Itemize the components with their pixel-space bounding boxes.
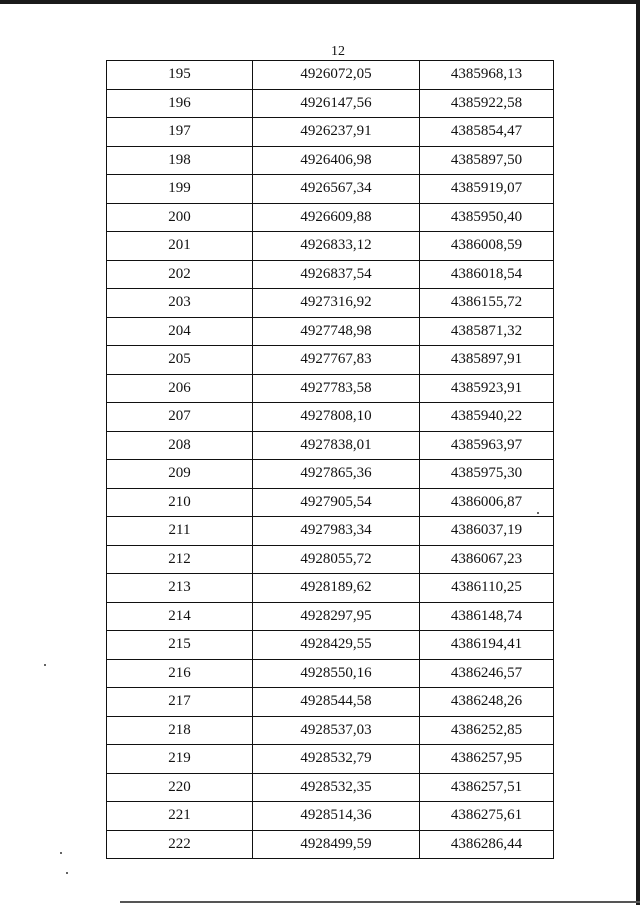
- scan-speck: [537, 512, 539, 514]
- point-number-cell: 213: [107, 574, 253, 603]
- table-row: [107, 260, 554, 289]
- table-row: [107, 545, 554, 574]
- coordinates-table-body: [107, 61, 554, 859]
- x-coordinate-cell: 4928514,36: [253, 802, 420, 831]
- x-coordinate-cell: 4927983,34: [253, 517, 420, 546]
- x-coordinate-cell: 4927838,01: [253, 431, 420, 460]
- table-row: [107, 146, 554, 175]
- y-coordinate-cell: 4385871,32: [420, 317, 554, 346]
- y-coordinate-cell: 4386006,87: [420, 488, 554, 517]
- table-row: [107, 431, 554, 460]
- x-coordinate-cell: 4926147,56: [253, 89, 420, 118]
- table-row: [107, 745, 554, 774]
- x-coordinate-cell: 4926833,12: [253, 232, 420, 261]
- point-number-cell: 216: [107, 659, 253, 688]
- table-row: [107, 203, 554, 232]
- page-number: 12: [331, 44, 345, 59]
- point-number-cell: 210: [107, 488, 253, 517]
- point-number-cell: 205: [107, 346, 253, 375]
- table-row: [107, 346, 554, 375]
- point-number-cell: 196: [107, 89, 253, 118]
- table-row: [107, 688, 554, 717]
- y-coordinate-cell: 4385897,91: [420, 346, 554, 375]
- y-coordinate-cell: 4385940,22: [420, 403, 554, 432]
- point-number-cell: 222: [107, 830, 253, 859]
- point-number-cell: 204: [107, 317, 253, 346]
- y-coordinate-cell: 4385897,50: [420, 146, 554, 175]
- x-coordinate-cell: 4928429,55: [253, 631, 420, 660]
- point-number-cell: 215: [107, 631, 253, 660]
- y-coordinate-cell: 4386148,74: [420, 602, 554, 631]
- y-coordinate-cell: 4386018,54: [420, 260, 554, 289]
- point-number-cell: 209: [107, 460, 253, 489]
- y-coordinate-cell: 4386110,25: [420, 574, 554, 603]
- y-coordinate-cell: 4385854,47: [420, 118, 554, 147]
- x-coordinate-cell: 4928537,03: [253, 716, 420, 745]
- y-coordinate-cell: 4385975,30: [420, 460, 554, 489]
- point-number-cell: 200: [107, 203, 253, 232]
- x-coordinate-cell: 4927905,54: [253, 488, 420, 517]
- point-number-cell: 214: [107, 602, 253, 631]
- table-row: [107, 403, 554, 432]
- coordinates-table: [106, 60, 554, 859]
- y-coordinate-cell: 4386248,26: [420, 688, 554, 717]
- table-row: [107, 631, 554, 660]
- x-coordinate-cell: 4928544,58: [253, 688, 420, 717]
- table-row: [107, 61, 554, 90]
- x-coordinate-cell: 4928550,16: [253, 659, 420, 688]
- y-coordinate-cell: 4386275,61: [420, 802, 554, 831]
- x-coordinate-cell: 4927783,58: [253, 374, 420, 403]
- y-coordinate-cell: 4386008,59: [420, 232, 554, 261]
- scan-border-bottom: [120, 901, 640, 903]
- y-coordinate-cell: 4386194,41: [420, 631, 554, 660]
- scan-speck: [44, 664, 46, 666]
- y-coordinate-cell: 4385950,40: [420, 203, 554, 232]
- x-coordinate-cell: 4928532,79: [253, 745, 420, 774]
- y-coordinate-cell: 4385923,91: [420, 374, 554, 403]
- scan-border-top: [0, 0, 640, 4]
- y-coordinate-cell: 4386252,85: [420, 716, 554, 745]
- point-number-cell: 206: [107, 374, 253, 403]
- scan-border-right: [636, 0, 640, 905]
- x-coordinate-cell: 4926072,05: [253, 61, 420, 90]
- point-number-cell: 197: [107, 118, 253, 147]
- table-row: [107, 175, 554, 204]
- y-coordinate-cell: 4386257,51: [420, 773, 554, 802]
- x-coordinate-cell: 4927808,10: [253, 403, 420, 432]
- point-number-cell: 199: [107, 175, 253, 204]
- table-row: [107, 659, 554, 688]
- x-coordinate-cell: 4926609,88: [253, 203, 420, 232]
- point-number-cell: 211: [107, 517, 253, 546]
- scan-speck: [60, 852, 62, 854]
- y-coordinate-cell: 4386286,44: [420, 830, 554, 859]
- point-number-cell: 219: [107, 745, 253, 774]
- point-number-cell: 203: [107, 289, 253, 318]
- table-row: [107, 232, 554, 261]
- x-coordinate-cell: 4926406,98: [253, 146, 420, 175]
- table-row: [107, 830, 554, 859]
- point-number-cell: 202: [107, 260, 253, 289]
- x-coordinate-cell: 4926237,91: [253, 118, 420, 147]
- x-coordinate-cell: 4928297,95: [253, 602, 420, 631]
- y-coordinate-cell: 4386155,72: [420, 289, 554, 318]
- table-row: [107, 488, 554, 517]
- point-number-cell: 217: [107, 688, 253, 717]
- table-row: [107, 773, 554, 802]
- x-coordinate-cell: 4928055,72: [253, 545, 420, 574]
- table-row: [107, 802, 554, 831]
- y-coordinate-cell: 4385919,07: [420, 175, 554, 204]
- y-coordinate-cell: 4386037,19: [420, 517, 554, 546]
- y-coordinate-cell: 4385922,58: [420, 89, 554, 118]
- point-number-cell: 218: [107, 716, 253, 745]
- x-coordinate-cell: 4927316,92: [253, 289, 420, 318]
- point-number-cell: 207: [107, 403, 253, 432]
- point-number-cell: 198: [107, 146, 253, 175]
- point-number-cell: 195: [107, 61, 253, 90]
- x-coordinate-cell: 4927767,83: [253, 346, 420, 375]
- point-number-cell: 221: [107, 802, 253, 831]
- x-coordinate-cell: 4928189,62: [253, 574, 420, 603]
- x-coordinate-cell: 4928499,59: [253, 830, 420, 859]
- y-coordinate-cell: 4386067,23: [420, 545, 554, 574]
- scan-speck: [66, 872, 68, 874]
- y-coordinate-cell: 4386257,95: [420, 745, 554, 774]
- table-row: [107, 602, 554, 631]
- x-coordinate-cell: 4926837,54: [253, 260, 420, 289]
- point-number-cell: 208: [107, 431, 253, 460]
- y-coordinate-cell: 4386246,57: [420, 659, 554, 688]
- table-row: [107, 317, 554, 346]
- point-number-cell: 212: [107, 545, 253, 574]
- x-coordinate-cell: 4927865,36: [253, 460, 420, 489]
- table-row: [107, 89, 554, 118]
- point-number-cell: 201: [107, 232, 253, 261]
- table-row: [107, 374, 554, 403]
- x-coordinate-cell: 4927748,98: [253, 317, 420, 346]
- x-coordinate-cell: 4928532,35: [253, 773, 420, 802]
- x-coordinate-cell: 4926567,34: [253, 175, 420, 204]
- table-row: [107, 460, 554, 489]
- table-row: [107, 118, 554, 147]
- y-coordinate-cell: 4385963,97: [420, 431, 554, 460]
- table-row: [107, 574, 554, 603]
- table-row: [107, 289, 554, 318]
- table-row: [107, 517, 554, 546]
- point-number-cell: 220: [107, 773, 253, 802]
- table-row: [107, 716, 554, 745]
- y-coordinate-cell: 4385968,13: [420, 61, 554, 90]
